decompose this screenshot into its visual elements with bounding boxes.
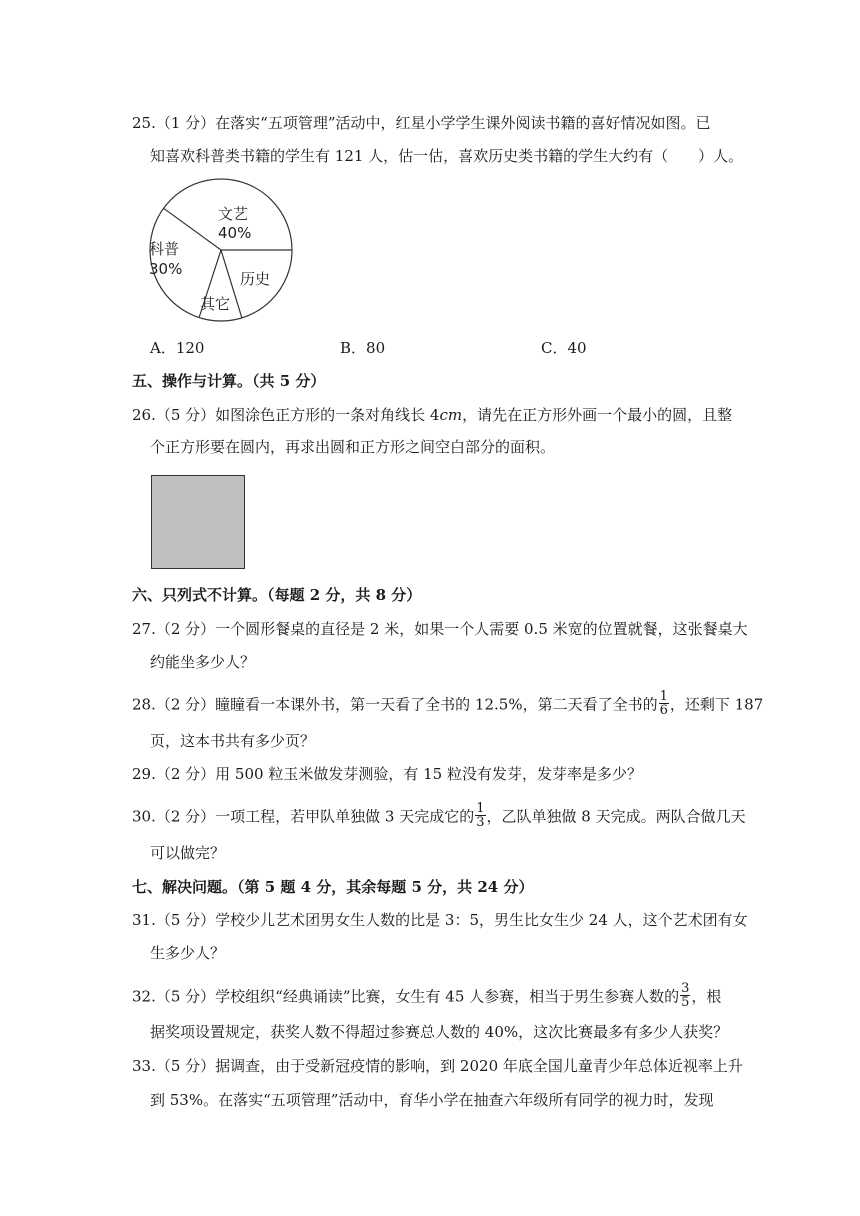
- q32-line1-text-b: ，根: [691, 987, 722, 1006]
- q28-fraction-denominator: 6: [659, 703, 668, 718]
- q26-unit: cm: [439, 406, 463, 424]
- q26-line1-text-b: ，请先在正方形外画一个最小的圆，且整: [462, 406, 733, 424]
- section5-heading: 五、操作与计算。（共 5 分）: [132, 372, 326, 390]
- option-b[interactable]: B．80: [340, 339, 386, 357]
- q32-fraction-numerator: 3: [681, 981, 690, 996]
- q30-line1-text-b: ，乙队单独做 8 天完成。两队合做几天: [486, 807, 746, 826]
- slice-percent-science: 30%: [149, 260, 183, 278]
- q29-line1: 29.（2 分）用 500 粒玉米做发芽测验，有 15 粒没有发芽，发芽率是多少？: [132, 765, 642, 783]
- q28-fraction: [659, 690, 669, 717]
- q30-line2: 可以做完？: [150, 844, 226, 862]
- q27-line1: 27.（2 分）一个圆形餐桌的直径是 2 米，如果一个人需要 0.5 米宽的位置就餐，这张餐桌大: [132, 620, 748, 638]
- q25-line2: 知喜欢科普类书籍的学生有 121 人，估一估，喜欢历史类书籍的学生大约有（ ）人。: [150, 147, 744, 165]
- slice-label-other: 其它: [200, 295, 231, 313]
- q32-line1: [132, 981, 722, 1011]
- slice-label-history: 历史: [240, 270, 271, 288]
- q33-line1: 33.（5 分）据调查，由于受新冠疫情的影响，到 2020 年底全国儿童青少年总体近视率上升: [132, 1057, 743, 1075]
- q28-fraction-numerator: 1: [659, 689, 668, 704]
- option-c[interactable]: C．40: [541, 339, 587, 357]
- q31-line1: 31.（5 分）学校少儿艺术团男女生人数的比是 3：5，男生比女生少 24 人，这个艺术团有女: [132, 911, 748, 929]
- q26-line1-text-a: 26.（5 分）如图涂色正方形的一条对角线长 4: [132, 406, 440, 424]
- q30-fraction: [475, 802, 485, 829]
- q28-line1: [132, 689, 764, 719]
- q33-line2: 到 53%。在落实“五项管理”活动中，育华小学在抽查六年级所有同学的视力时，发现: [150, 1091, 714, 1109]
- shaded-square-figure: [151, 475, 245, 569]
- q31-line2: 生多少人？: [150, 944, 226, 962]
- q28-line2: 页，这本书共有多少页？: [150, 732, 316, 750]
- q32-fraction-denominator: 5: [681, 995, 690, 1010]
- section7-heading: 七、解决问题。（第 5 题 4 分，其余每题 5 分，共 24 分）: [132, 878, 534, 896]
- pie-svg: [146, 175, 296, 325]
- q26-line2: 个正方形要在圆内，再求出圆和正方形之间空白部分的面积。: [150, 438, 556, 456]
- option-a[interactable]: A．120: [150, 339, 205, 357]
- slice-percent-literature: 40%: [218, 224, 252, 242]
- q32-line2: 据奖项设置规定，获奖人数不得超过参赛总人数的 40%，这次比赛最多有多少人获奖？: [150, 1023, 729, 1041]
- slice-label-literature: 文艺: [218, 205, 249, 223]
- q32-fraction: [680, 982, 690, 1009]
- q30-fraction-numerator: 1: [476, 801, 485, 816]
- q32-line1-text-a: 32.（5 分）学校组织“经典诵读”比赛，女生有 45 人参赛，相当于男生参赛人数的: [132, 987, 680, 1006]
- q26-line1: [132, 405, 732, 425]
- q30-line1-text-a: 30.（2 分）一项工程，若甲队单独做 3 天完成它的: [132, 807, 475, 826]
- reading-preference-pie-chart: [146, 175, 296, 325]
- q28-line1-text-b: ，还剩下 187: [669, 695, 764, 714]
- q30-line1: [132, 801, 746, 831]
- section6-heading: 六、只列式不计算。（每题 2 分，共 8 分）: [132, 586, 422, 604]
- q27-line2: 约能坐多少人？: [150, 653, 256, 671]
- q28-line1-text-a: 28.（2 分）瞳瞳看一本课外书，第一天看了全书的 12.5%，第二天看了全书的: [132, 695, 658, 714]
- q30-fraction-denominator: 3: [476, 815, 485, 830]
- q25-line1: 25.（1 分）在落实“五项管理”活动中，红星小学学生课外阅读书籍的喜好情况如图。已: [132, 114, 711, 132]
- slice-label-science: 科普: [149, 240, 180, 258]
